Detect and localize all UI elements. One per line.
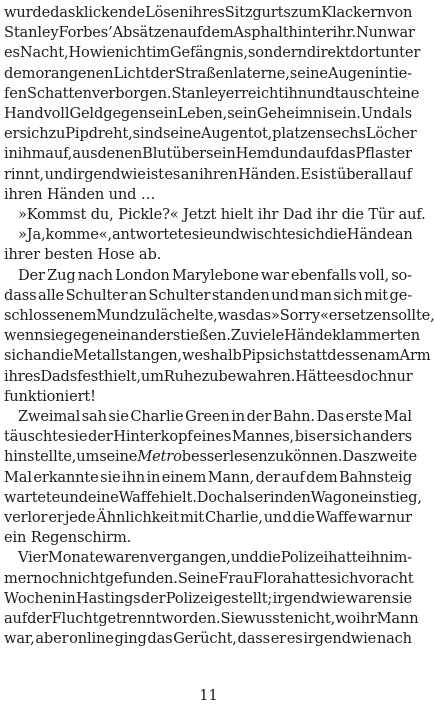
text-line: Vier Monate waren vergangen, und die Polizei hatte ihn im- bbox=[18, 549, 412, 567]
text-line: wenn sie gegeneinanderstießen. Zu viele Hände klammerten bbox=[4, 327, 421, 345]
text-line: schlossenem Mund zulächelte, was das »Sorry« ersetzen sollte, bbox=[4, 307, 435, 324]
text-line: ihres Dads festhielt, um Ruhe zu bewahren. Hätte es doch nur bbox=[4, 367, 413, 385]
text-line: fen Schatten verborgen. Stanley erreicht ihn und tauscht eine bbox=[4, 84, 420, 102]
text-line: auf der Flucht getrennt worden. Sie wusste nicht, wo ihr Mann bbox=[4, 610, 419, 627]
text-line: sich an die Metallstangen, weshalb Pip sich stattdessen am Arm bbox=[4, 347, 431, 365]
text-line: Stanley Forbes’ Absätzen auf dem Asphalt hinter ihr. Nun war bbox=[4, 24, 415, 42]
text-line: er sich zu Pip dreht, sind seine Augen tot, platzen sechs Löcher bbox=[4, 125, 417, 143]
text-line: »Ja, komme«, antwortete sie und wischte sich die Hände an bbox=[18, 226, 413, 244]
page-number: 11 bbox=[199, 688, 218, 704]
text-line: es Nacht, Howie nicht im Gefängnis, sondern direkt dort unter bbox=[4, 44, 421, 62]
text-line: funktioniert! bbox=[4, 387, 96, 405]
text-line: Wochen in Hastings der Polizei gestellt; irgendwie waren sie bbox=[4, 589, 412, 607]
text-line: täuschte sie der Hinterkopf eines Mannes, bis er sich anders bbox=[4, 428, 412, 446]
text-line: Mal erkannte sie ihn in einem Mann, der auf dem Bahnsteig bbox=[4, 468, 412, 486]
text-line: ihrer besten Hose ab. bbox=[4, 246, 162, 264]
text-line: Zweimal sah sie Charlie Green in der Bahn. Das erste Mal bbox=[18, 408, 412, 425]
text-line: hinstellte, um seine Metro besser lesen zu können. Das zweite bbox=[4, 448, 417, 466]
text-line: Der Zug nach London Marylebone war ebenfalls voll, so- bbox=[18, 266, 412, 284]
text-line: mer noch nicht gefunden. Seine Frau Flora hatte sich vor acht bbox=[4, 569, 414, 587]
text-line: Handvoll Geld gegen sein Leben, sein Geheimnis ein. Und als bbox=[4, 105, 412, 122]
text-line: dass alle Schulter an Schulter standen und man sich mit ge- bbox=[4, 286, 412, 304]
text-line: rinnt, und irgendwie ist es an ihren Händen. Es ist überall auf bbox=[4, 165, 412, 183]
text-line: ihren Händen und … bbox=[4, 185, 156, 203]
text-line: wartete und eine Waffe hielt. Doch als er in den Wagon einstieg, bbox=[4, 488, 422, 506]
text-line: wurde das klickende Lösen ihres Sitzgurts zum Klackern von bbox=[4, 4, 413, 21]
text-line: war, aber online ging das Gerücht, dass er es irgendwie nach bbox=[4, 630, 412, 648]
text-line: in ihm auf, aus denen Blut über sein Hemd und auf das Pflaster bbox=[4, 145, 412, 163]
text-line: dem orangenen Licht der Straßenlaterne, seine Augen in tie- bbox=[4, 64, 412, 82]
text-line: verlor er jede Ähnlichkeit mit Charlie, und die Waffe war nur bbox=[4, 509, 412, 526]
text-line: ein Regenschirm. bbox=[4, 529, 132, 547]
text-line: »Kommst du, Pickle?« Jetzt hielt ihr Dad ihr die Tür auf. bbox=[18, 206, 426, 223]
